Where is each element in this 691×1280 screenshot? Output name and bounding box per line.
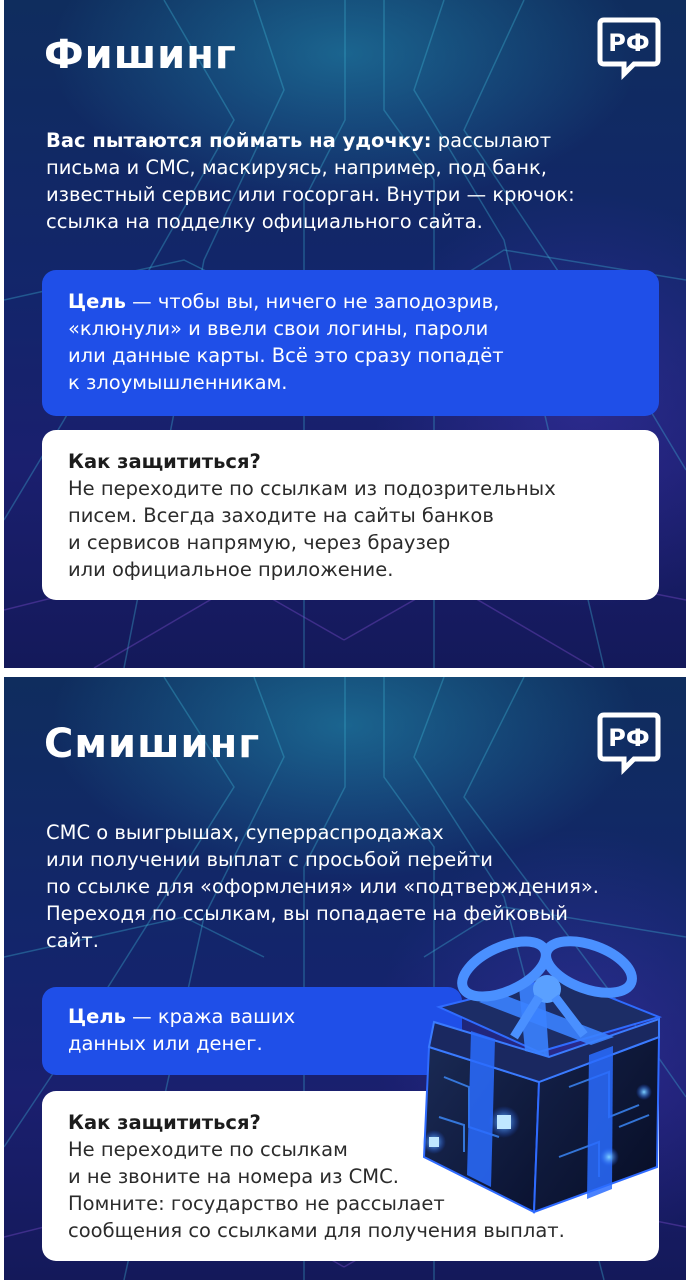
intro-line: сайт. <box>46 929 99 952</box>
gift-box-image <box>409 927 669 1217</box>
protect-heading: Как защититься? <box>68 450 261 473</box>
goal-label: Цель <box>68 1005 126 1028</box>
protect-line: писем. Всегда заходите на сайты банков <box>68 504 494 527</box>
intro-line: или получении выплат с просьбой перейти <box>46 848 493 871</box>
intro-bold: Вас пытаются поймать на удочку: <box>46 129 432 152</box>
intro-line: СМС о выигрышах, суперраспродажах <box>46 821 444 844</box>
goal-line: «клюнули» и ввели свои логины, пароли <box>68 317 489 340</box>
goal-line: — чтобы вы, ничего не заподозрив, <box>125 290 500 313</box>
intro-line: Переходя по ссылкам, вы попадаете на фейковый <box>46 902 568 925</box>
protect-heading: Как защититься? <box>68 1111 261 1134</box>
protect-line: и не звоните на номера из СМС. <box>68 1165 399 1188</box>
intro-line: письма и СМС, маскируясь, например, под банк, <box>46 156 547 179</box>
rf-logo-icon <box>594 12 664 82</box>
logo-text: РФ <box>608 29 650 57</box>
intro-line: рассылают <box>431 129 552 152</box>
rf-logo-icon <box>594 707 664 777</box>
goal-card <box>42 987 462 1075</box>
slide-smishing <box>4 677 686 1280</box>
goal-line: к злоумышленникам. <box>68 371 288 394</box>
protect-line: и сервисов напрямую, через браузер <box>68 531 451 554</box>
intro-line: ссылка на подделку официального сайта. <box>46 210 483 233</box>
intro-text <box>46 127 646 235</box>
protect-line: Не переходите по ссылкам из подозрительных <box>68 477 556 500</box>
goal-line: или данные карты. Всё это сразу попадёт <box>68 344 504 367</box>
goal-label: Цель <box>68 290 126 313</box>
goal-line: данных или денег. <box>68 1032 263 1055</box>
intro-line: известный сервис или госорган. Внутри — крючок: <box>46 183 575 206</box>
slide-phishing <box>4 0 686 668</box>
intro-line: по ссылке для «оформления» или «подтверждения». <box>46 875 599 898</box>
page-title: Фишинг <box>44 32 237 78</box>
page-title: Смишинг <box>44 721 261 767</box>
goal-card <box>42 270 659 416</box>
goal-line: — кража ваших <box>125 1005 296 1028</box>
protect-line: сообщения со ссылками для получения выплат. <box>68 1219 565 1242</box>
protect-line: Не переходите по ссылкам <box>68 1138 348 1161</box>
protect-line: Помните: государство не рассылает <box>68 1192 445 1215</box>
protect-card <box>42 430 659 600</box>
logo-text: РФ <box>608 724 650 752</box>
protect-line: или официальное приложение. <box>68 558 394 581</box>
